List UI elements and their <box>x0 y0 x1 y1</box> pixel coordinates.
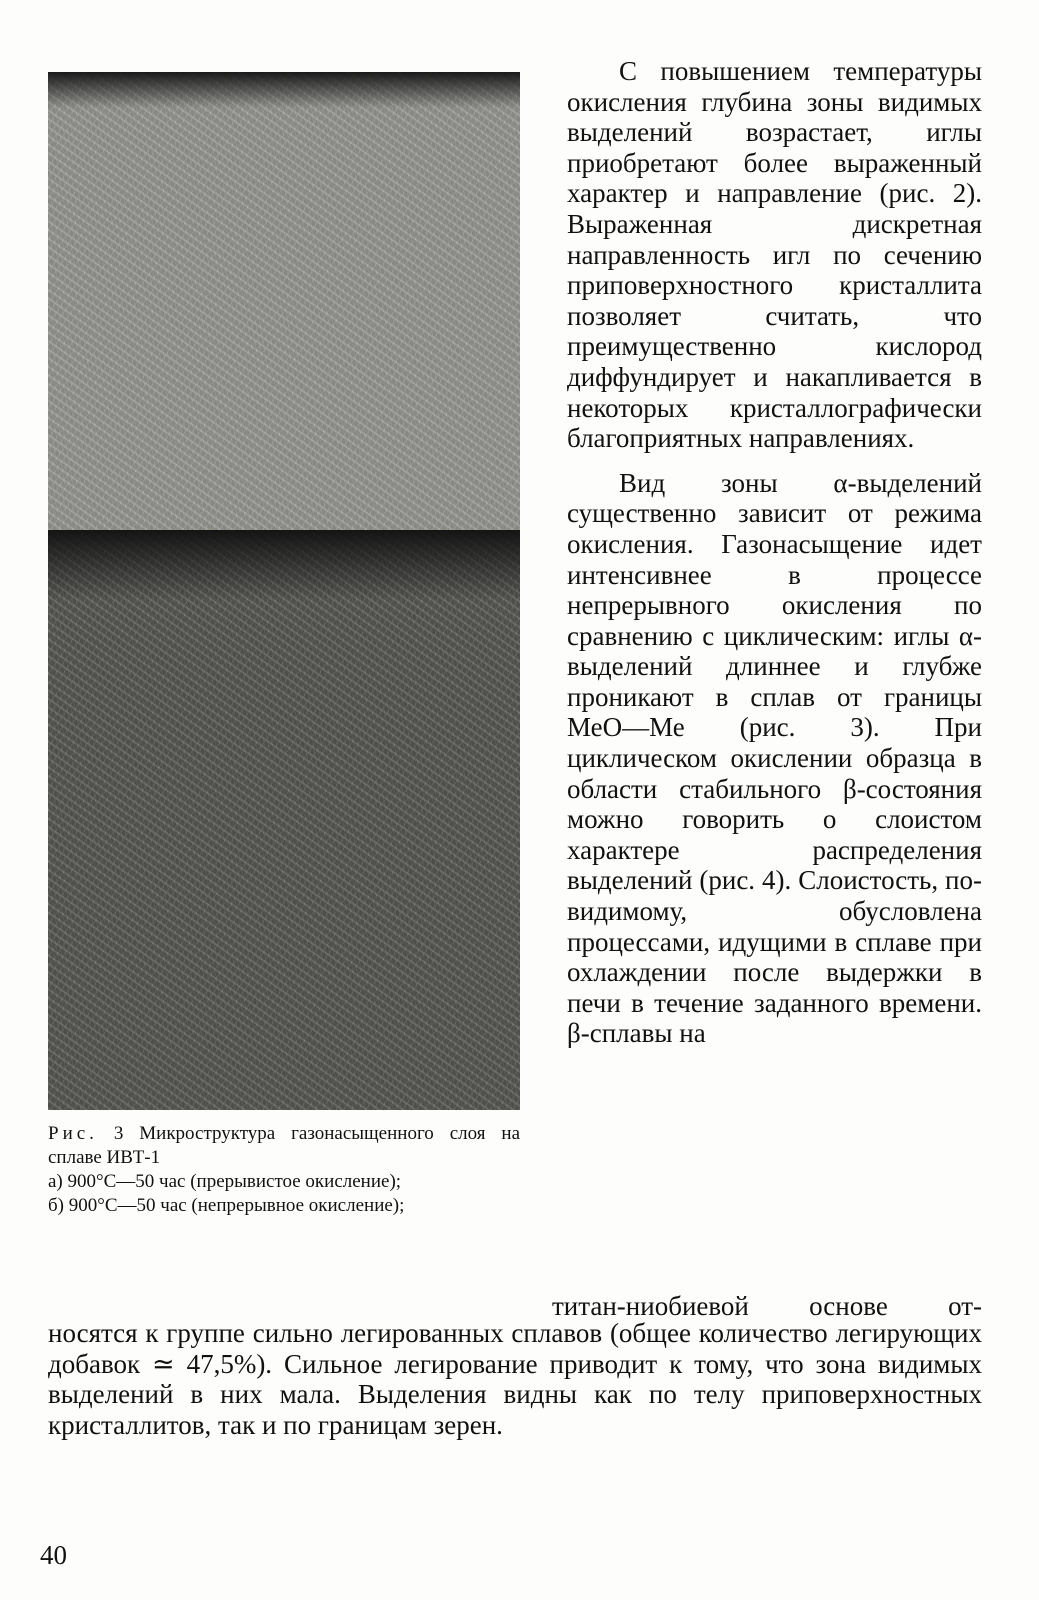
paragraph-1: С повышением температуры окисления глубина зоны видимых выделений возрастает, иглы приобретают более выраженный характер и направление (рис. 2). Выраженная дискретная направленность игл по сечению приповерхностного кристаллита позволяет считать, что преимущественно кислород диффундирует и накапливается в некоторых кристаллографически благоприятных направлениях. <box>567 56 982 454</box>
continuation-text: носятся к группе сильно легированных сплавов (общее количество легирующих добавок ≃ 47,5%). Сильное легирование приводит к тому, что зона видимых выделений в них мала. Выделения видны как по телу приповерхностных кристаллитов, так и по границам зерен. <box>48 1318 982 1440</box>
right-column-text <box>567 56 982 1049</box>
paragraph-2: Вид зоны α-выделений существенно зависит от режима окисления. Газонасыщение идет интенсивнее в процессе непрерывного окисления по сравнению с циклическим: иглы α-выделений длиннее и глубже проникают в сплав от границы МеО—Ме (рис. 3). При циклическом окислении образца в области стабильного β-состояния можно говорить о слоистом характере распределения выделений (рис. 4). Слоистость, по-видимому, обусловлена процессами, идущими в сплаве при охлаждении после выдержки в печи в течение заданного времени. β-сплавы на <box>567 467 982 1049</box>
continuation-first-line: титан-ниобиевой основе от- <box>552 1291 982 1321</box>
caption-title: 3 Микроструктура газонасыщенного слоя на сплаве ИВТ-1 <box>48 1123 521 1168</box>
page-number: 40 <box>40 1540 67 1570</box>
micrograph-b-image <box>48 530 520 1110</box>
caption-item-a: а) 900°С—50 час (прерывистое окисление); <box>48 1171 402 1192</box>
caption-lead: Рис. <box>48 1123 98 1144</box>
micrograph-a-image <box>48 72 520 530</box>
caption-item-b: б) 900°С—50 час (непрерывное окисление); <box>48 1195 405 1216</box>
figure <box>48 72 520 1110</box>
figure-caption <box>48 1122 520 1218</box>
